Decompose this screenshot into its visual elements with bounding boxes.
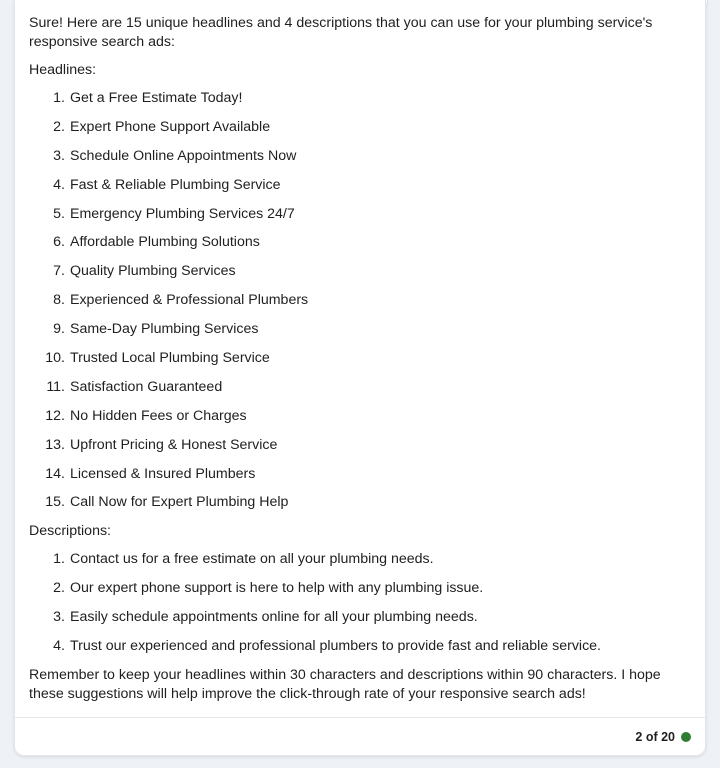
chat-response-card — [14, 0, 706, 756]
status-dot-icon — [681, 732, 691, 742]
response-counter — [635, 730, 691, 744]
outro-text: Remember to keep your headlines within 30 characters and descriptions within 90 characters. I hope these suggestions will help improve the click-through rate of your responsive search ads! — [29, 667, 661, 703]
list-item-number: 13. — [45, 436, 65, 453]
list-item-number: 11. — [46, 378, 65, 395]
headline-item — [29, 465, 687, 484]
list-item-number: 15. — [45, 494, 65, 511]
list-item-number: 12. — [45, 407, 65, 424]
headline-item — [29, 493, 687, 512]
response-count-text: 2 of 20 — [635, 729, 675, 744]
headline-item — [29, 205, 687, 224]
list-item-text: Quality Plumbing Services — [70, 263, 236, 280]
headline-item — [29, 89, 687, 108]
list-item-number: 1. — [53, 551, 65, 568]
list-item-number: 3. — [53, 609, 65, 626]
list-item-text: Expert Phone Support Available — [70, 118, 271, 135]
list-item-number: 14. — [45, 465, 65, 482]
list-item-number: 9. — [53, 321, 65, 338]
list-item-text: Satisfaction Guaranteed — [70, 378, 223, 395]
list-item-text: Our expert phone support is here to help with any plumbing issue. — [70, 580, 484, 597]
list-item-number: 10. — [45, 350, 65, 367]
list-item-text: Get a Free Estimate Today! — [70, 90, 243, 106]
list-item-text: Same-Day Plumbing Services — [70, 321, 259, 338]
headline-item — [29, 378, 687, 397]
descriptions-label: Descriptions: — [29, 523, 112, 540]
list-item-number: 5. — [53, 205, 65, 222]
headline-item — [29, 349, 687, 368]
list-item-text: Upfront Pricing & Honest Service — [70, 436, 278, 453]
list-item-text: Trusted Local Plumbing Service — [70, 350, 270, 367]
list-item-number: 2. — [53, 580, 65, 597]
list-item-text: Licensed & Insured Plumbers — [70, 465, 256, 482]
list-item-text: Experienced & Professional Plumbers — [70, 292, 309, 309]
descriptions-list — [29, 550, 687, 656]
list-item-text: Easily schedule appointments online for all your plumbing needs. — [70, 609, 478, 626]
headlines-list — [29, 89, 687, 512]
list-item-text: Call Now for Expert Plumbing Help — [70, 494, 289, 511]
description-item — [29, 637, 687, 656]
headline-item — [29, 233, 687, 252]
headlines-label: Headlines: — [29, 62, 97, 78]
headline-item — [29, 436, 687, 455]
list-item-number: 3. — [53, 147, 65, 164]
response-footer — [15, 717, 705, 755]
list-item-text: Trust our experienced and professional plumbers to provide fast and reliable service. — [70, 638, 601, 655]
list-item-number: 4. — [53, 638, 65, 655]
list-item-number: 8. — [53, 292, 65, 309]
list-item-text: Emergency Plumbing Services 24/7 — [70, 205, 295, 222]
description-item — [29, 579, 687, 598]
list-item-number: 4. — [53, 176, 65, 193]
intro-text: Sure! Here are 15 unique headlines and 4 descriptions that you can use for your plumbing service's responsive search ads: — [29, 15, 653, 50]
headline-item — [29, 407, 687, 426]
list-item-number: 2. — [53, 118, 65, 135]
headline-item — [29, 147, 687, 166]
list-item-text: Contact us for a free estimate on all your plumbing needs. — [70, 551, 434, 568]
description-item — [29, 550, 687, 569]
description-item — [29, 608, 687, 627]
list-item-text: Fast & Reliable Plumbing Service — [70, 176, 281, 193]
headline-item — [29, 176, 687, 195]
response-content — [15, 0, 705, 704]
list-item-text: No Hidden Fees or Charges — [70, 407, 247, 424]
headline-item — [29, 320, 687, 339]
list-item-number: 7. — [53, 263, 65, 280]
headline-item — [29, 291, 687, 310]
headline-item — [29, 118, 687, 137]
list-item-number: 6. — [53, 234, 65, 251]
list-item-number: 1. — [53, 90, 65, 106]
list-item-text: Affordable Plumbing Solutions — [70, 234, 260, 251]
list-item-text: Schedule Online Appointments Now — [70, 147, 297, 164]
headline-item — [29, 262, 687, 281]
